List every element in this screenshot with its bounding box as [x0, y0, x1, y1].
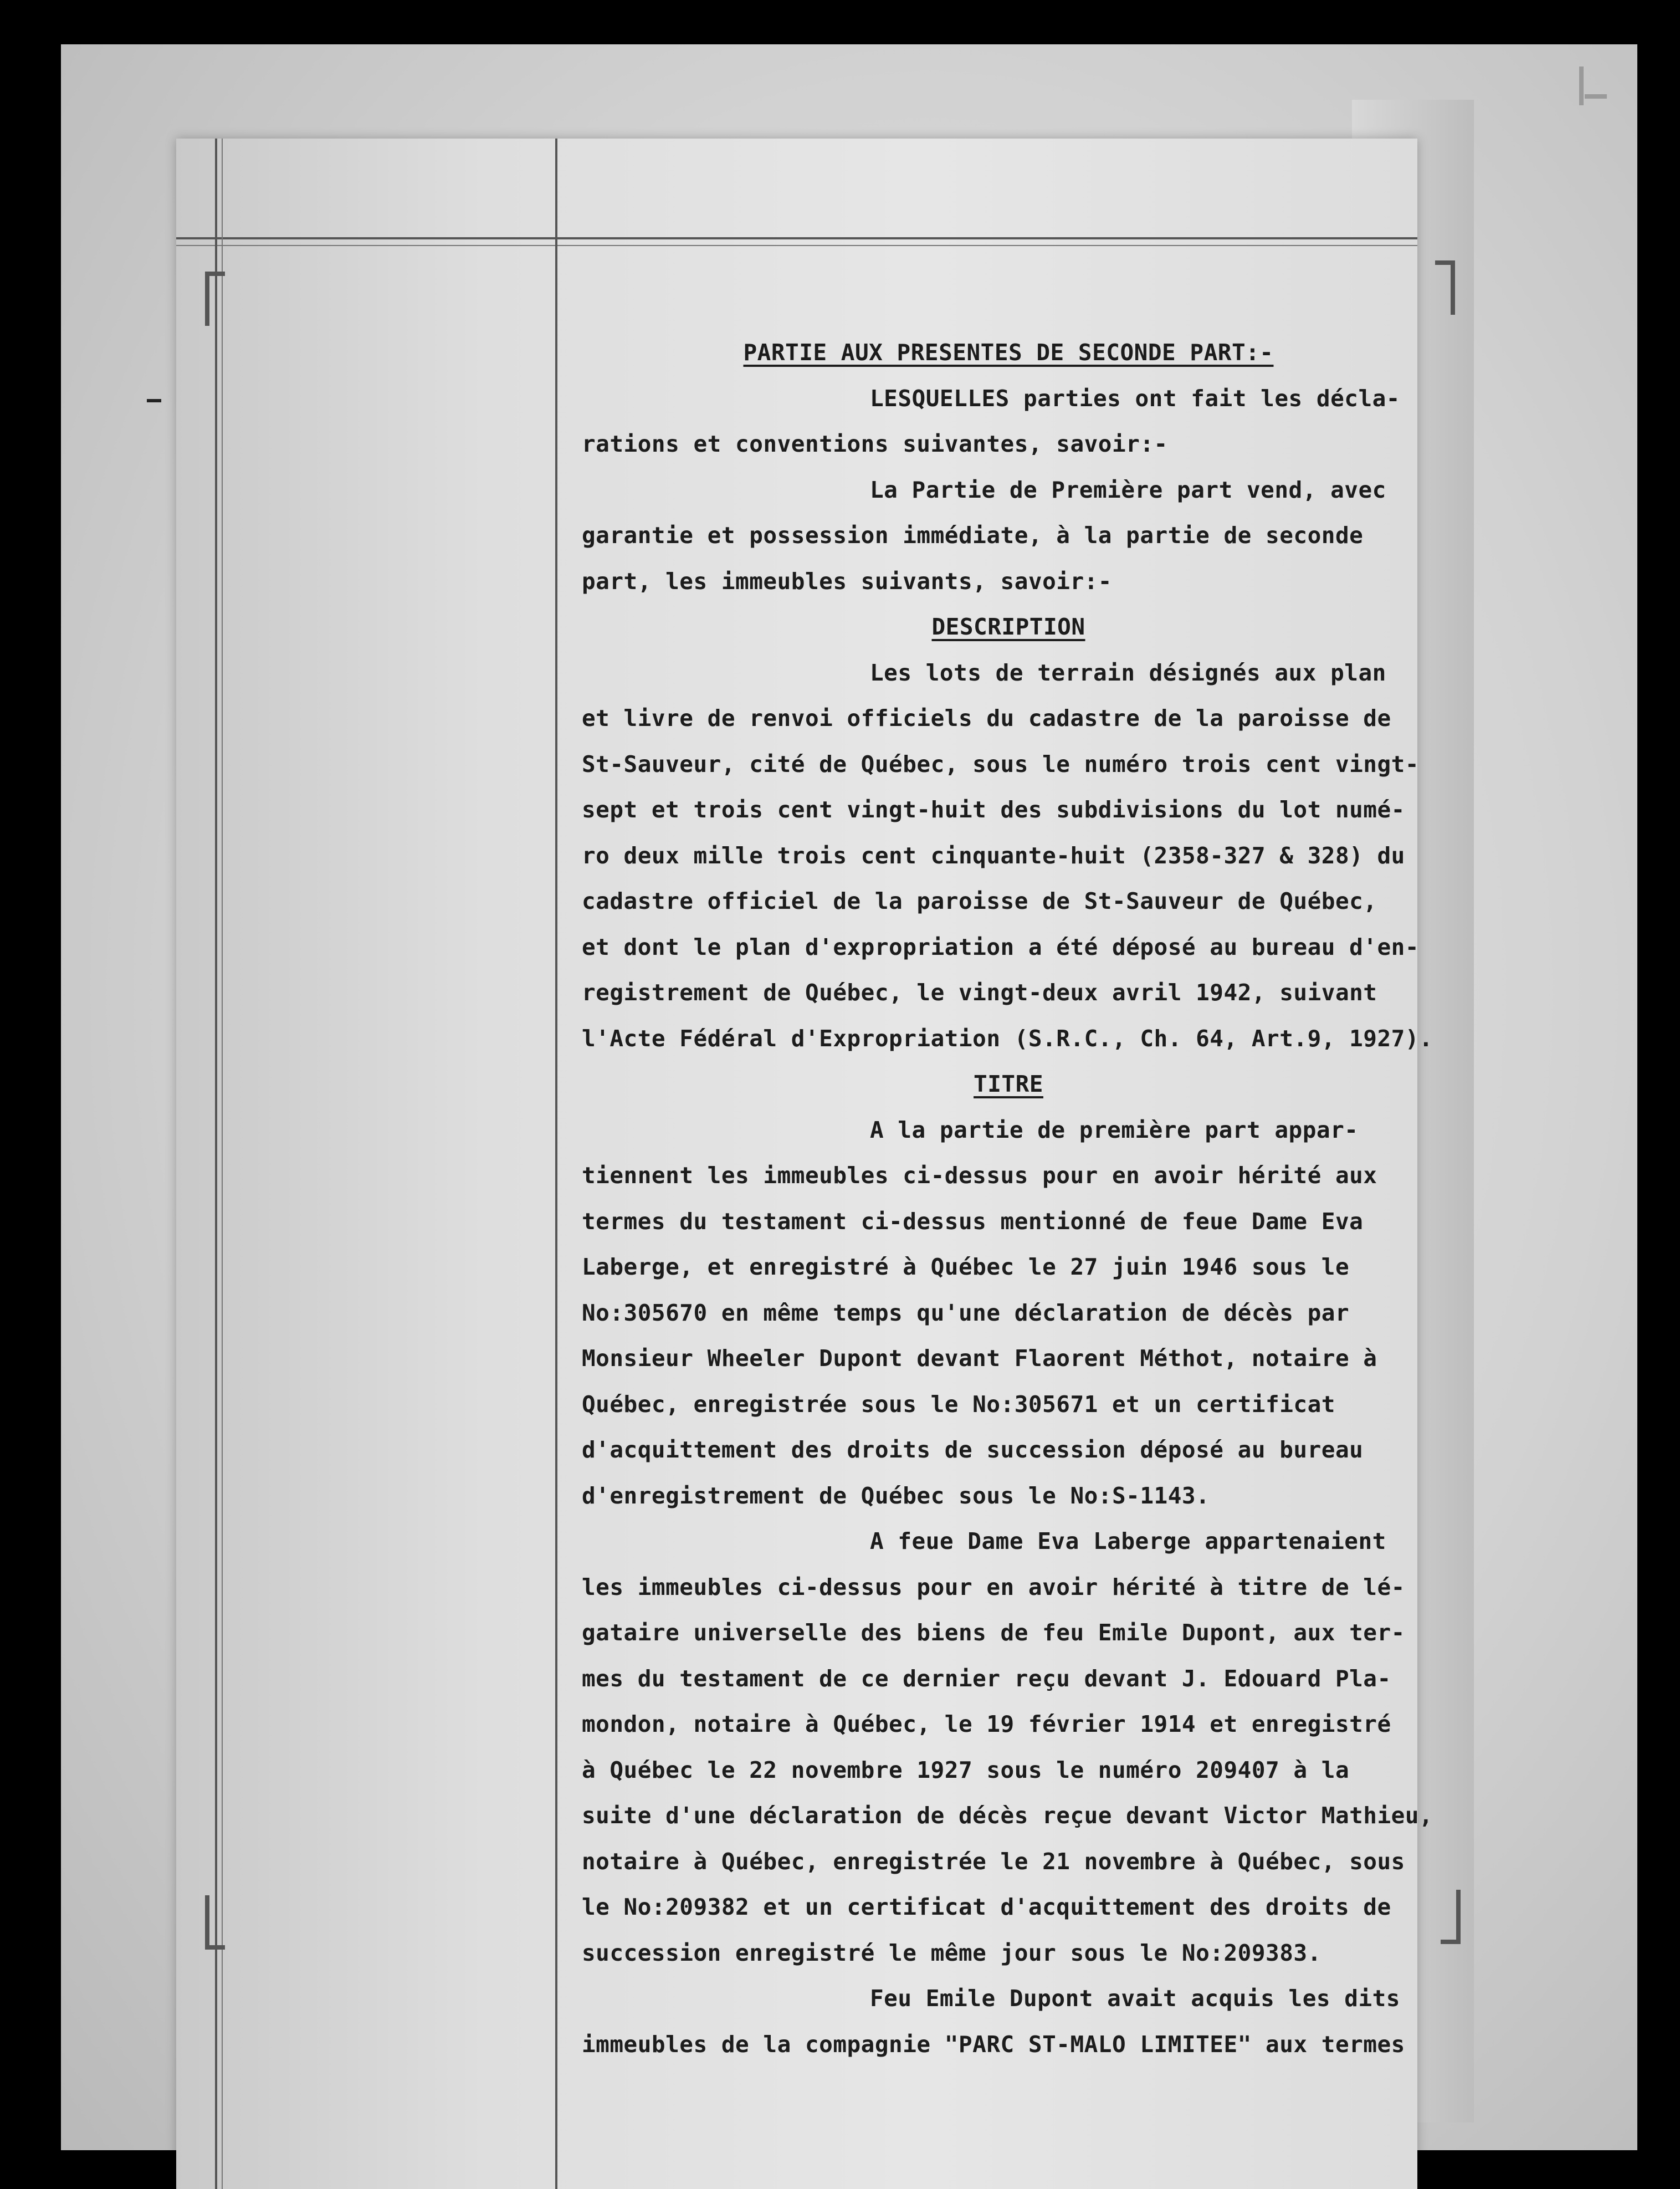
text-line: Québec, enregistrée sous le No:305671 et un certificat [582, 1390, 1335, 1418]
text-line: mondon, notaire à Québec, le 19 février 1914 et enregistré [582, 1711, 1391, 1737]
text-line: St-Sauveur, cité de Québec, sous le numéro trois cent vingt- [582, 750, 1420, 778]
film-edge-mark [1579, 67, 1584, 105]
text-line: rations et conventions suivantes, savoir:- [582, 431, 1168, 457]
text-line: Les lots de terrain désignés aux plan [870, 659, 1386, 686]
crop-mark [205, 272, 225, 326]
text-line: Laberge, et enregistré à Québec le 27 juin 1946 sous le [582, 1254, 1350, 1280]
text-line: garantie et possession immédiate, à la partie de seconde [582, 522, 1364, 549]
film-edge-mark [1585, 94, 1607, 99]
margin-rule [215, 139, 217, 2189]
text-line: suite d'une déclaration de décès reçue devant Victor Mathieu, [582, 1802, 1433, 1829]
text-line: Monsieur Wheeler Dupont devant Flaorent Méthot, notaire à [582, 1345, 1377, 1372]
text-line: succession enregistré le même jour sous le No:209383. [582, 1939, 1322, 1966]
margin-rule [555, 139, 557, 2189]
header-rule [176, 245, 1417, 246]
typed-text-block [582, 330, 1435, 2067]
text-line: cadastre officiel de la paroisse de St-Sauveur de Québec, [582, 888, 1377, 914]
text-line: mes du testament de ce dernier reçu devant J. Edouard Pla- [582, 1665, 1391, 1692]
text-line: à Québec le 22 novembre 1927 sous le numéro 209407 à la [582, 1756, 1350, 1783]
text-line: l'Acte Fédéral d'Expropriation (S.R.C., Ch. 64, Art.9, 1927). [582, 1025, 1433, 1052]
header-rule [176, 237, 1417, 239]
text-line: sept et trois cent vingt-huit des subdivisions du lot numé- [582, 796, 1405, 823]
text-line: No:305670 en même temps qu'une déclaration de décès par [582, 1299, 1350, 1326]
margin-rule [222, 139, 223, 2189]
text-line: ro deux mille trois cent cinquante-huit (2358-327 & 328) du [582, 842, 1405, 869]
text-line: les immeubles ci-dessus pour en avoir hérité à titre de lé- [582, 1573, 1405, 1600]
text-line: d'acquittement des droits de succession déposé au bureau [582, 1436, 1364, 1463]
titre-heading: TITRE [974, 1071, 1043, 1097]
text-line: notaire à Québec, enregistrée le 21 novembre à Québec, sous [582, 1848, 1405, 1875]
text-line: et livre de renvoi officiels du cadastre de la paroisse de [582, 705, 1391, 732]
text-line: immeubles de la compagnie "PARC ST-MALO LIMITEE" aux termes [582, 2031, 1405, 2058]
text-line: gataire universelle des biens de feu Emile Dupont, aux ter- [582, 1619, 1405, 1646]
text-line: registrement de Québec, le vingt-deux avril 1942, suivant [582, 979, 1377, 1006]
section-heading: PARTIE AUX PRESENTES DE SECONDE PART:- [743, 339, 1274, 366]
film-edge-mark [147, 399, 161, 402]
text-line: tiennent les immeubles ci-dessus pour en avoir hérité aux [582, 1162, 1377, 1189]
text-line: part, les immeubles suivants, savoir:- [582, 567, 1112, 595]
text-line: LESQUELLES parties ont fait les décla- [870, 385, 1400, 412]
text-line: d'enregistrement de Québec sous le No:S-1143. [582, 1482, 1210, 1509]
text-line: Feu Emile Dupont avait acquis les dits [870, 1985, 1400, 2012]
text-line: et dont le plan d'expropriation a été déposé au bureau d'en- [582, 933, 1420, 960]
crop-mark [1441, 1890, 1461, 1944]
crop-mark [205, 1895, 225, 1950]
text-line: A la partie de première part appar- [870, 1116, 1359, 1143]
description-heading: DESCRIPTION [931, 613, 1085, 640]
text-line: La Partie de Première part vend, avec [870, 476, 1386, 503]
text-line: termes du testament ci-dessus mentionné de feue Dame Eva [582, 1208, 1364, 1235]
text-line: A feue Dame Eva Laberge appartenaient [870, 1528, 1386, 1554]
crop-mark [1435, 260, 1455, 315]
text-line: le No:209382 et un certificat d'acquittement des droits de [582, 1894, 1391, 1920]
